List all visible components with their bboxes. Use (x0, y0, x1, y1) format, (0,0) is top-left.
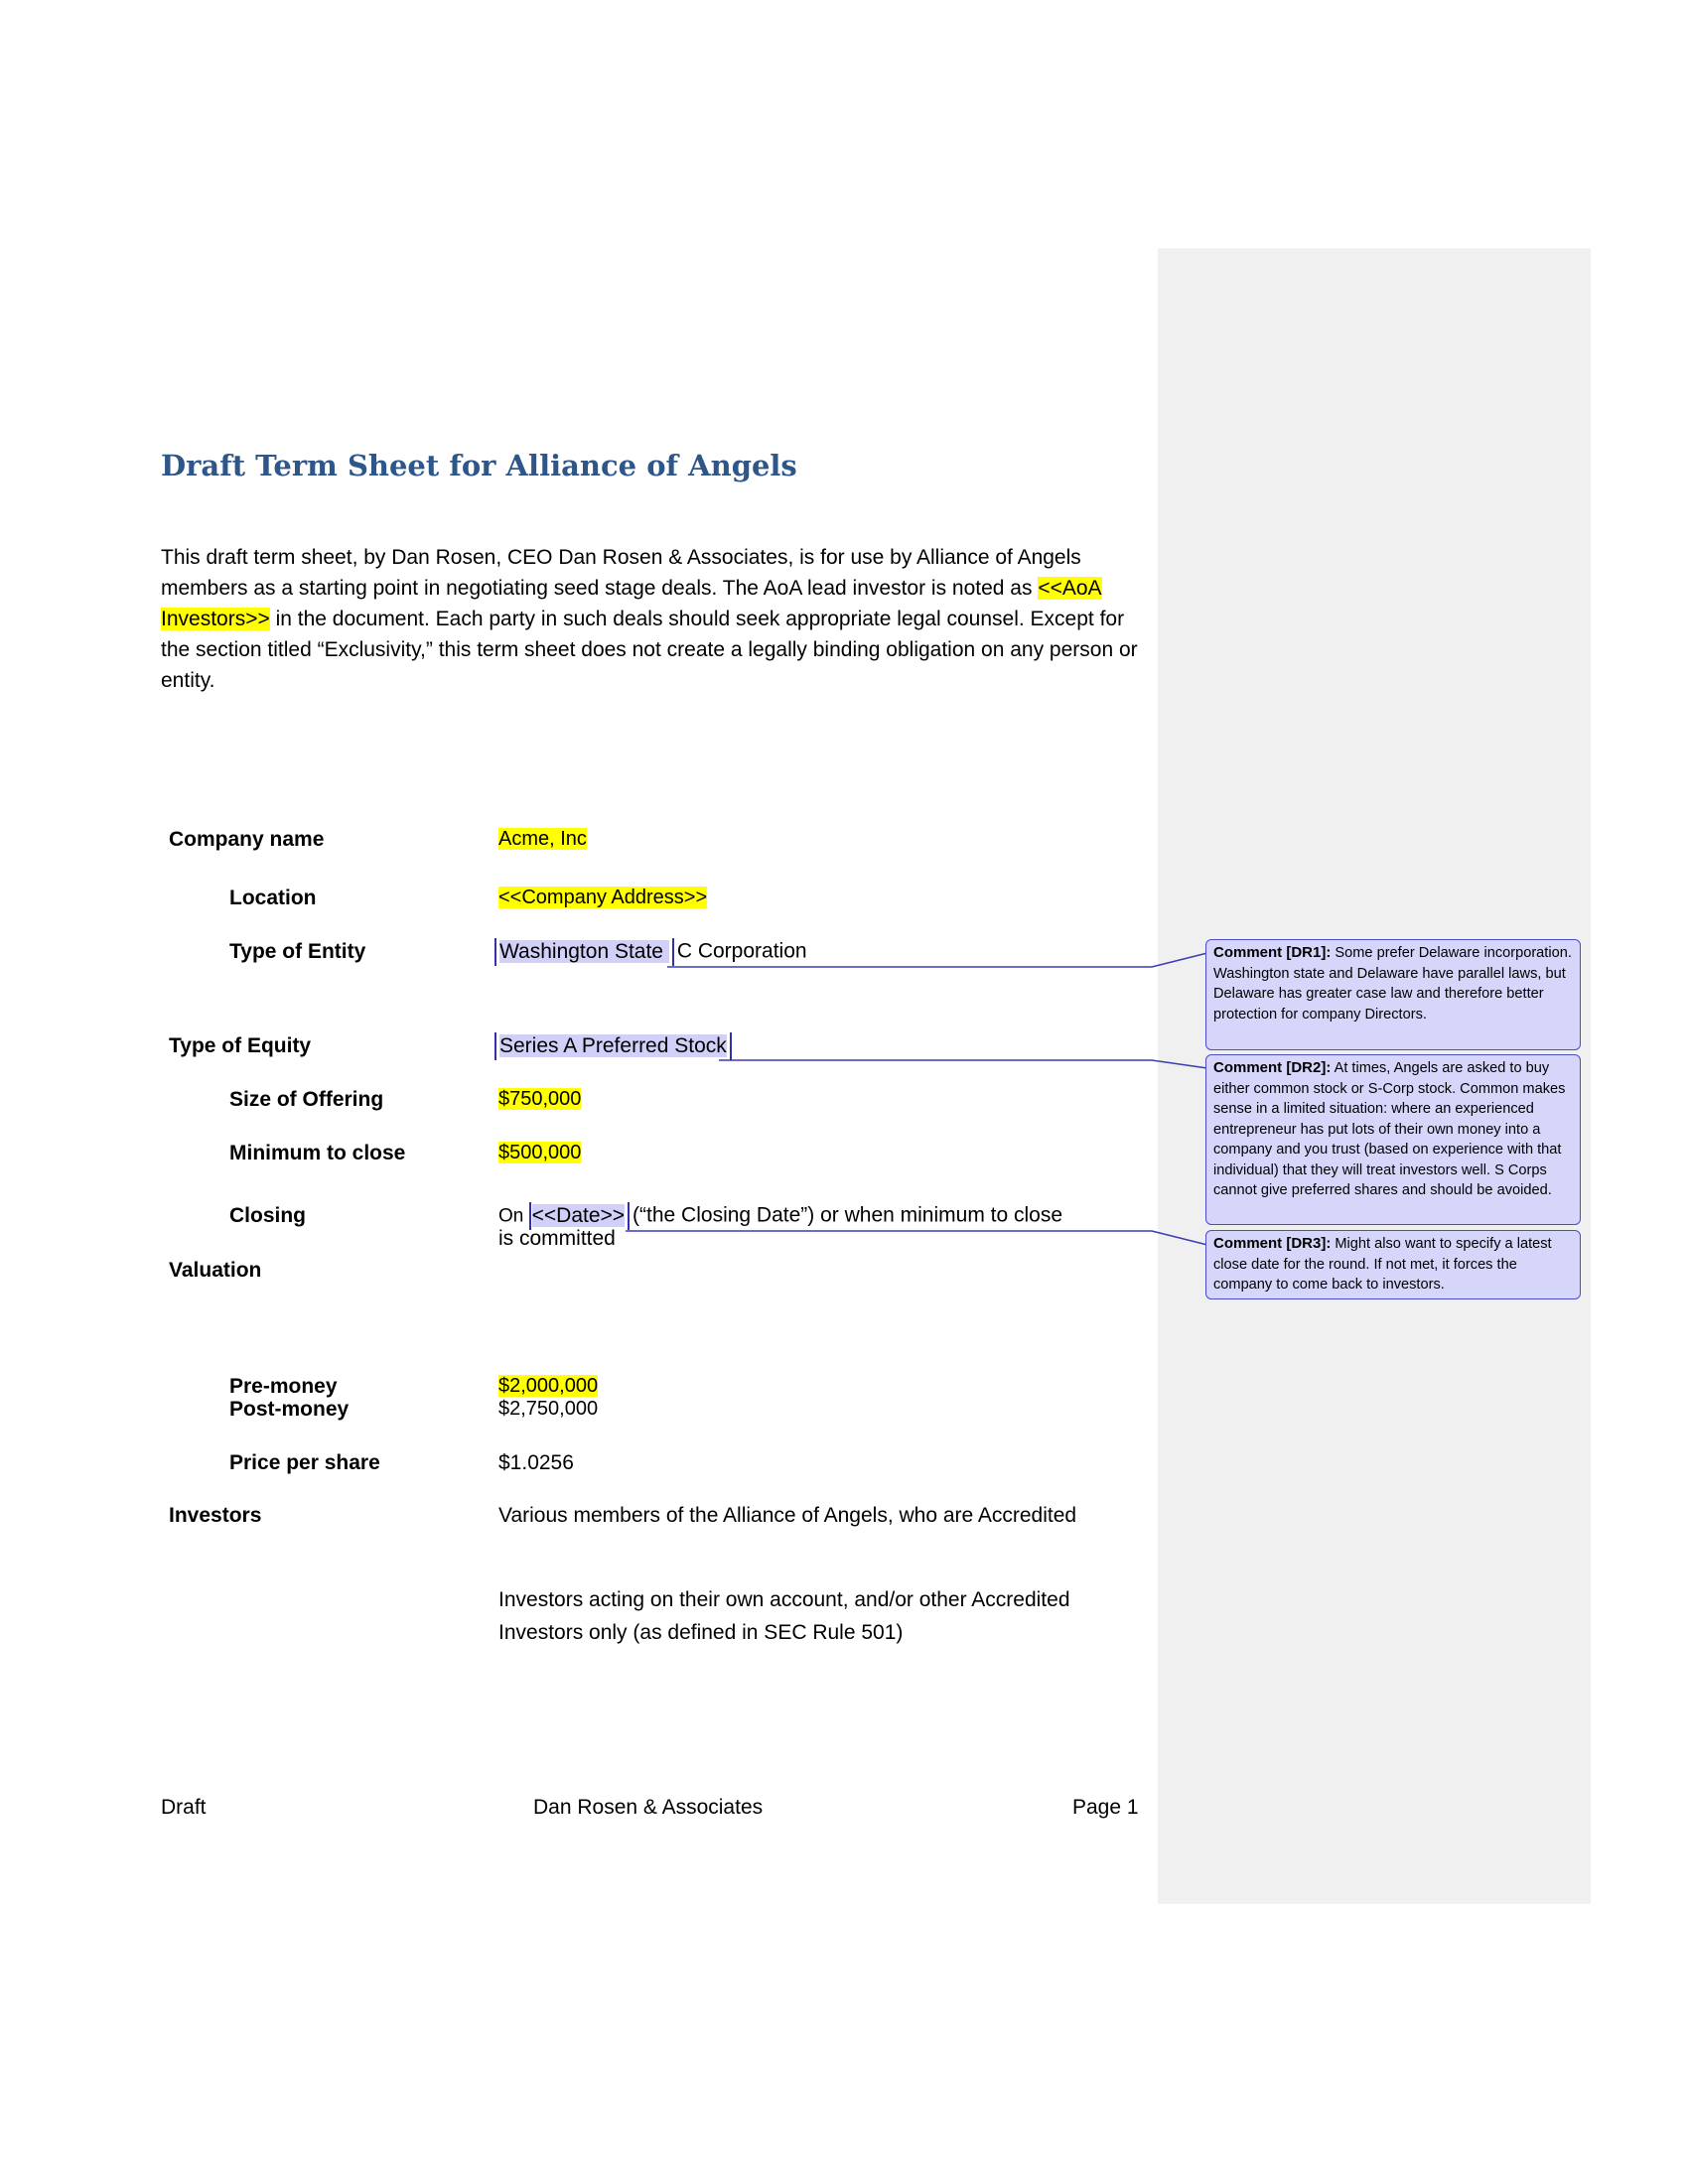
intro-paragraph (161, 542, 1144, 696)
post-money-label: Post-money (229, 1398, 350, 1421)
price-per-share-label: Price per share (229, 1451, 380, 1474)
page-title: Draft Term Sheet for Alliance of Angels (161, 449, 797, 482)
comment-dr3-id: Comment [DR3]: (1213, 1235, 1332, 1252)
location-label: Location (229, 887, 317, 909)
size-of-offering-highlight: $750,000 (498, 1088, 582, 1110)
investors-value-line1: Various members of the Alliance of Angels, who are Accredited (498, 1504, 1077, 1527)
type-of-entity-label: Type of Entity (229, 940, 366, 963)
type-of-entity-commented: Washington State (499, 939, 669, 963)
comment-dr2-id: Comment [DR2]: (1213, 1059, 1332, 1076)
comment-anchor-end (672, 938, 674, 966)
footer-center: Dan Rosen & Associates (533, 1796, 764, 1819)
company-name-value (498, 828, 587, 851)
location-value (498, 887, 707, 909)
size-of-offering-label: Size of Offering (229, 1088, 384, 1111)
minimum-to-close-highlight: $500,000 (498, 1142, 582, 1163)
valuation-label: Valuation (169, 1259, 262, 1282)
comment-anchor-start (494, 938, 496, 966)
closing-value (498, 1202, 1062, 1230)
aoa-investors-placeholder: <<AoA Investors>> (161, 577, 1102, 630)
price-per-share-value: $1.0256 (498, 1451, 574, 1474)
comment-line-dr3 (626, 1231, 1207, 1245)
pre-money-label: Pre-money (229, 1375, 338, 1398)
investors-value-line3: Investors only (as defined in SEC Rule 501) (498, 1621, 904, 1644)
type-of-entity-rest: C Corporation (676, 939, 807, 963)
comment-anchor-end (628, 1202, 630, 1230)
comment-line-dr2 (719, 1060, 1207, 1068)
comment-dr1[interactable] (1205, 939, 1581, 1050)
closing-prefix: On (498, 1205, 529, 1227)
comment-dr3[interactable] (1205, 1230, 1581, 1299)
minimum-to-close-label: Minimum to close (229, 1142, 406, 1164)
comment-dr1-id: Comment [DR1]: (1213, 944, 1332, 961)
comment-dr1-text: Some prefer Delaware incorporation. Washington state and Delaware have parallel laws, but Delaware has greater case law and therefore better protection for company Directors. (1213, 945, 1572, 1023)
closing-value-line2: is committed (498, 1227, 616, 1250)
type-of-entity-value (494, 938, 807, 966)
type-of-equity-value (494, 1032, 735, 1060)
comment-anchor-end (730, 1032, 732, 1060)
company-name-label: Company name (169, 828, 325, 851)
comment-dr2[interactable] (1205, 1054, 1581, 1225)
comment-anchor-start (529, 1202, 531, 1230)
investors-label: Investors (169, 1504, 262, 1527)
comment-dr2-text: At times, Angels are asked to buy either common stock or S-Corp stock. Common makes sense in a limited situation: where an experienced entrepreneur has put lots of their own money into a company and you trust (based on experience with that individual) that they will treat investors well. S Corps cannot give preferred shares and should be avoided. (1213, 1060, 1566, 1198)
closing-label: Closing (229, 1204, 306, 1227)
pre-money-value (498, 1375, 598, 1398)
footer-page-number: Page 1 (1072, 1796, 1139, 1819)
post-money-value: $2,750,000 (498, 1398, 599, 1420)
minimum-to-close-value (498, 1142, 581, 1164)
pre-money-highlight: $2,000,000 (498, 1375, 599, 1397)
comment-dr3-text: Might also want to specify a latest close date for the round. If not met, it forces the company to come back to investors. (1213, 1236, 1552, 1293)
intro-text-1: This draft term sheet, by Dan Rosen, CEO Dan Rosen & Associates, is for use by Alliance of Angels members as a starting point in negotiating seed stage deals. The AoA lead investor is noted as (161, 546, 1081, 600)
footer-left: Draft (161, 1796, 207, 1819)
intro-text-2: in the document. Each party in such deals should seek appropriate legal counsel. Except for the section titled “Exclusivity,” this term sheet does not create a legally binding obligation on any person or entity. (161, 608, 1138, 692)
location-highlight: <<Company Address>> (498, 887, 708, 908)
comment-anchor-start (494, 1032, 496, 1060)
closing-rest: (“the Closing Date”) or when minimum to close (633, 1203, 1063, 1227)
size-of-offering-value (498, 1088, 581, 1111)
investors-value-line2: Investors acting on their own account, and/or other Accredited (498, 1588, 1070, 1611)
closing-date-placeholder: <<Date>> (531, 1203, 626, 1227)
type-of-equity-commented: Series A Preferred Stock (499, 1033, 727, 1057)
company-name-highlight: Acme, Inc (498, 828, 587, 850)
type-of-equity-label: Type of Equity (169, 1034, 312, 1057)
